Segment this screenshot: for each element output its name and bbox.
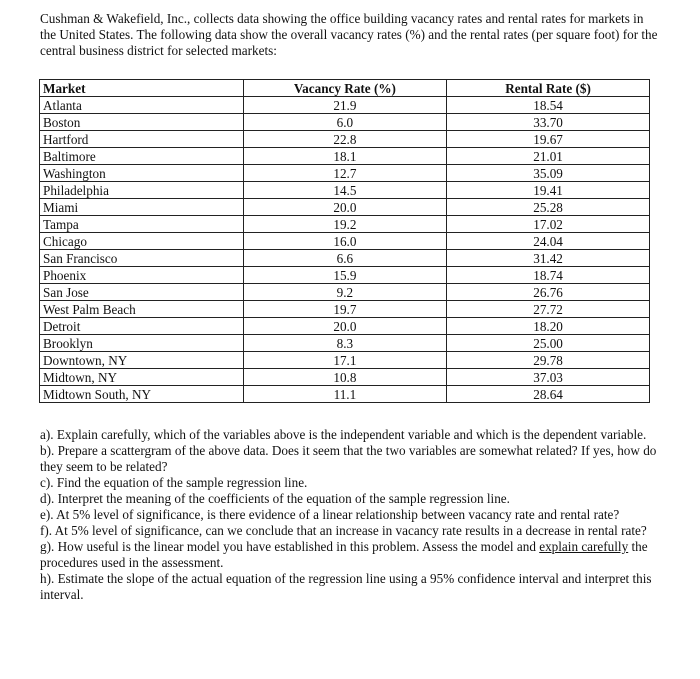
cell-rental-rate: 19.41 bbox=[447, 182, 650, 199]
question-g-underlined: explain carefully bbox=[539, 539, 629, 554]
cell-rental-rate: 18.20 bbox=[447, 318, 650, 335]
cell-vacancy-rate: 22.8 bbox=[243, 131, 446, 148]
table-row bbox=[40, 318, 650, 335]
intro-paragraph: Cushman & Wakefield, Inc., collects data showing the office building vacancy rates and rental rates for markets in the United States. The following data show the overall vacancy rates (%) and the rental rates (per square foot) for the central business district for selected markets: bbox=[40, 11, 658, 58]
cell-vacancy-rate: 17.1 bbox=[243, 352, 446, 369]
questions-list bbox=[40, 427, 662, 603]
table-row bbox=[40, 97, 650, 114]
cell-market: Chicago bbox=[40, 233, 244, 250]
table-row bbox=[40, 352, 650, 369]
cell-market: Miami bbox=[40, 199, 244, 216]
cell-vacancy-rate: 20.0 bbox=[243, 318, 446, 335]
cell-vacancy-rate: 6.0 bbox=[243, 114, 446, 131]
table-row bbox=[40, 369, 650, 386]
cell-rental-rate: 33.70 bbox=[447, 114, 650, 131]
cell-vacancy-rate: 20.0 bbox=[243, 199, 446, 216]
question-c: c). Find the equation of the sample regression line. bbox=[40, 475, 308, 490]
cell-vacancy-rate: 8.3 bbox=[243, 335, 446, 352]
cell-rental-rate: 31.42 bbox=[447, 250, 650, 267]
cell-market: West Palm Beach bbox=[40, 301, 244, 318]
question-a: a). Explain carefully, which of the variables above is the independent variable and which is the dependent variable. bbox=[40, 427, 647, 442]
question-h: h). Estimate the slope of the actual equation of the regression line using a 95% confidence interval and interpret this interval. bbox=[40, 571, 652, 602]
cell-market: Washington bbox=[40, 165, 244, 182]
table-row bbox=[40, 148, 650, 165]
cell-market: San Jose bbox=[40, 284, 244, 301]
cell-vacancy-rate: 18.1 bbox=[243, 148, 446, 165]
cell-market: Midtown, NY bbox=[40, 369, 244, 386]
cell-market: Midtown South, NY bbox=[40, 386, 244, 403]
cell-market: Boston bbox=[40, 114, 244, 131]
table-row bbox=[40, 233, 650, 250]
cell-rental-rate: 18.74 bbox=[447, 267, 650, 284]
table-row bbox=[40, 267, 650, 284]
cell-vacancy-rate: 19.7 bbox=[243, 301, 446, 318]
table-row bbox=[40, 165, 650, 182]
cell-vacancy-rate: 16.0 bbox=[243, 233, 446, 250]
cell-market: Downtown, NY bbox=[40, 352, 244, 369]
header-vacancy-rate: Vacancy Rate (%) bbox=[243, 80, 446, 97]
cell-market: Atlanta bbox=[40, 97, 244, 114]
cell-vacancy-rate: 19.2 bbox=[243, 216, 446, 233]
header-rental-rate: Rental Rate ($) bbox=[447, 80, 650, 97]
table-row bbox=[40, 199, 650, 216]
cell-rental-rate: 19.67 bbox=[447, 131, 650, 148]
cell-rental-rate: 25.28 bbox=[447, 199, 650, 216]
table-row bbox=[40, 335, 650, 352]
cell-rental-rate: 37.03 bbox=[447, 369, 650, 386]
question-b: b). Prepare a scattergram of the above data. Does it seem that the two variables are somewhat related? If yes, how do they seem to be related? bbox=[40, 443, 657, 474]
cell-market: Tampa bbox=[40, 216, 244, 233]
question-g bbox=[40, 539, 662, 571]
table-body bbox=[40, 97, 650, 403]
question-g-text-start: g). How useful is the linear model you have established in this problem. Assess the model and bbox=[40, 539, 540, 554]
cell-rental-rate: 21.01 bbox=[447, 148, 650, 165]
table-row bbox=[40, 182, 650, 199]
cell-vacancy-rate: 10.8 bbox=[243, 369, 446, 386]
table-row bbox=[40, 131, 650, 148]
cell-market: Phoenix bbox=[40, 267, 244, 284]
cell-vacancy-rate: 15.9 bbox=[243, 267, 446, 284]
table-row bbox=[40, 250, 650, 267]
cell-market: Baltimore bbox=[40, 148, 244, 165]
cell-rental-rate: 26.76 bbox=[447, 284, 650, 301]
question-f: f). At 5% level of significance, can we conclude that an increase in vacancy rate results in a decrease in rental rate? bbox=[40, 523, 647, 538]
cell-rental-rate: 17.02 bbox=[447, 216, 650, 233]
cell-rental-rate: 27.72 bbox=[447, 301, 650, 318]
cell-rental-rate: 28.64 bbox=[447, 386, 650, 403]
header-market: Market bbox=[40, 80, 244, 97]
cell-vacancy-rate: 14.5 bbox=[243, 182, 446, 199]
cell-rental-rate: 25.00 bbox=[447, 335, 650, 352]
cell-market: San Francisco bbox=[40, 250, 244, 267]
cell-vacancy-rate: 9.2 bbox=[243, 284, 446, 301]
table-row bbox=[40, 114, 650, 131]
cell-vacancy-rate: 21.9 bbox=[243, 97, 446, 114]
table-row bbox=[40, 216, 650, 233]
market-data-table bbox=[39, 79, 650, 403]
table-row bbox=[40, 386, 650, 403]
cell-market: Detroit bbox=[40, 318, 244, 335]
cell-market: Brooklyn bbox=[40, 335, 244, 352]
cell-market: Hartford bbox=[40, 131, 244, 148]
table-header-row bbox=[40, 80, 650, 97]
cell-rental-rate: 29.78 bbox=[447, 352, 650, 369]
cell-vacancy-rate: 11.1 bbox=[243, 386, 446, 403]
cell-vacancy-rate: 6.6 bbox=[243, 250, 446, 267]
question-e: e). At 5% level of significance, is there evidence of a linear relationship between vacancy rate and rental rate? bbox=[40, 507, 620, 522]
cell-market: Philadelphia bbox=[40, 182, 244, 199]
cell-rental-rate: 35.09 bbox=[447, 165, 650, 182]
cell-rental-rate: 24.04 bbox=[447, 233, 650, 250]
question-g-text-end: the procedures used in the assessment. bbox=[40, 539, 648, 570]
cell-rental-rate: 18.54 bbox=[447, 97, 650, 114]
table-row bbox=[40, 284, 650, 301]
cell-vacancy-rate: 12.7 bbox=[243, 165, 446, 182]
question-d: d). Interpret the meaning of the coefficients of the equation of the sample regression line. bbox=[40, 491, 510, 506]
table-row bbox=[40, 301, 650, 318]
